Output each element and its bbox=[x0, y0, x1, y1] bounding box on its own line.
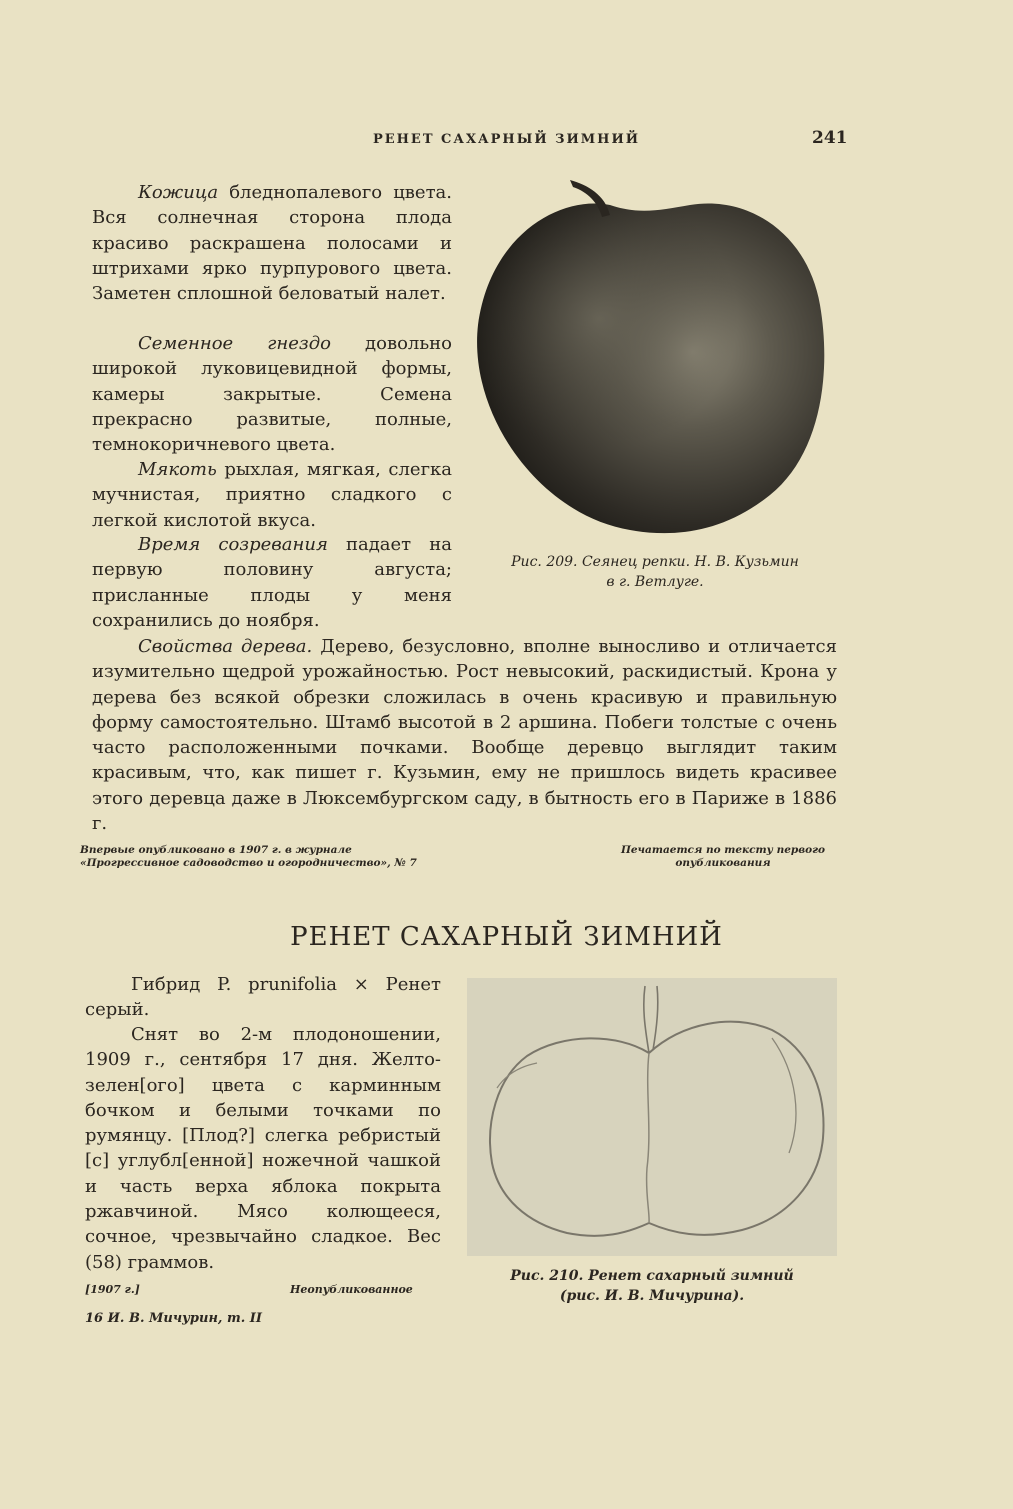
section-title: РЕНЕТ САХАРНЫЙ ЗИМНИЙ bbox=[290, 922, 723, 952]
date-note: [1907 г.] bbox=[85, 1283, 140, 1296]
term-flesh: Мякоть bbox=[138, 459, 217, 480]
figure-209-caption bbox=[470, 552, 840, 592]
apple-photo-figure-209 bbox=[470, 175, 840, 545]
paragraph-ripening bbox=[92, 532, 452, 633]
signature-line: 16 И. В. Мичурин, т. II bbox=[85, 1311, 262, 1326]
figure-209-caption-line2: в г. Ветлуге. bbox=[606, 574, 704, 590]
figure-209-caption-line1: Рис. 209. Сеянец репки. Н. В. Кузьмин bbox=[511, 554, 799, 570]
paragraph-flesh bbox=[92, 457, 452, 533]
figure-210-caption bbox=[467, 1266, 837, 1306]
paragraph-skin bbox=[92, 180, 452, 306]
figure-210-caption-line1: Рис. 210. Ренет сахарный зимний bbox=[510, 1268, 794, 1284]
text-ripening: падает на первую половину августа; присланные плоды у меня сохранились до ноября. bbox=[92, 534, 452, 631]
term-seed-nest: Семенное гнездо bbox=[138, 333, 331, 354]
paragraph-tree bbox=[92, 634, 837, 836]
paragraph-hybrid: Гибрид P. prunifolia × Ренет серый. bbox=[85, 974, 441, 1021]
running-title: РЕНЕТ САХАРНЫЙ ЗИМНИЙ bbox=[372, 132, 641, 147]
text-tree: Дерево, безусловно, вполне выносливо и отличается изумительно щедрой урожайностью. Рост невысокий, раскидистый. Крона у дерева без всякой обрезки сложилась в очень красивую и правильную форму самостоятельно. Штамб высотой в 2 аршина. Побеги толстые с очень часто расположенными почками. Вообще деревцо выглядит таким красивым, что, как пишет г. Кузьмин, ему не пришлось видеть красивее этого деревца даже в Люксембургском саду, в бытность его в Париже в 1886 г. bbox=[92, 636, 837, 835]
unpublished-note: Неопубликованное bbox=[290, 1283, 413, 1296]
page-number: 241 bbox=[812, 128, 848, 148]
term-tree: Свойства дерева. bbox=[138, 636, 313, 657]
printing-note: Печатается по тексту первого опубликования bbox=[620, 844, 826, 869]
apple-drawing-figure-210 bbox=[467, 978, 837, 1256]
text-flesh: рыхлая, мягкая, слегка мучнистая, приятно сладкого с легкой кислотой вкуса. bbox=[92, 459, 452, 531]
term-skin: Кожица bbox=[138, 182, 219, 203]
paragraph-seed-nest bbox=[92, 331, 452, 457]
figure-210-caption-line2: (рис. И. В. Мичурина). bbox=[559, 1288, 745, 1304]
text-skin: бледнопалевого цвета. Вся солнечная сторона плода красиво раскрашена полосами и штрихами ярко пурпурового цвета. Заметен сплошной беловатый налет. bbox=[92, 182, 452, 305]
term-ripening: Время созревания bbox=[138, 534, 328, 555]
text-seed-nest: довольно широкой луковицевидной формы, камеры закрытые. Семена прекрасно развитые, полные, темнокоричневого цвета. bbox=[92, 333, 452, 456]
paragraph-description: Снят во 2-м плодоношении, 1909 г., сентября 17 дня. Желто-зелен[ого] цвета с карминным бочком и белыми точками по румянцу. [Плод?] слегка ребристый [с] углубл[енной] ножечной чашкой и часть верха яблока покрыта ржавчиной. Мясо колющееся, сочное, чрезвычайно сладкое. Вес (58) граммов. bbox=[85, 1024, 441, 1273]
publication-note: Впервые опубликовано в 1907 г. в журнале «Прогрессивное садоводство и огородничество», № 7 bbox=[80, 844, 417, 869]
